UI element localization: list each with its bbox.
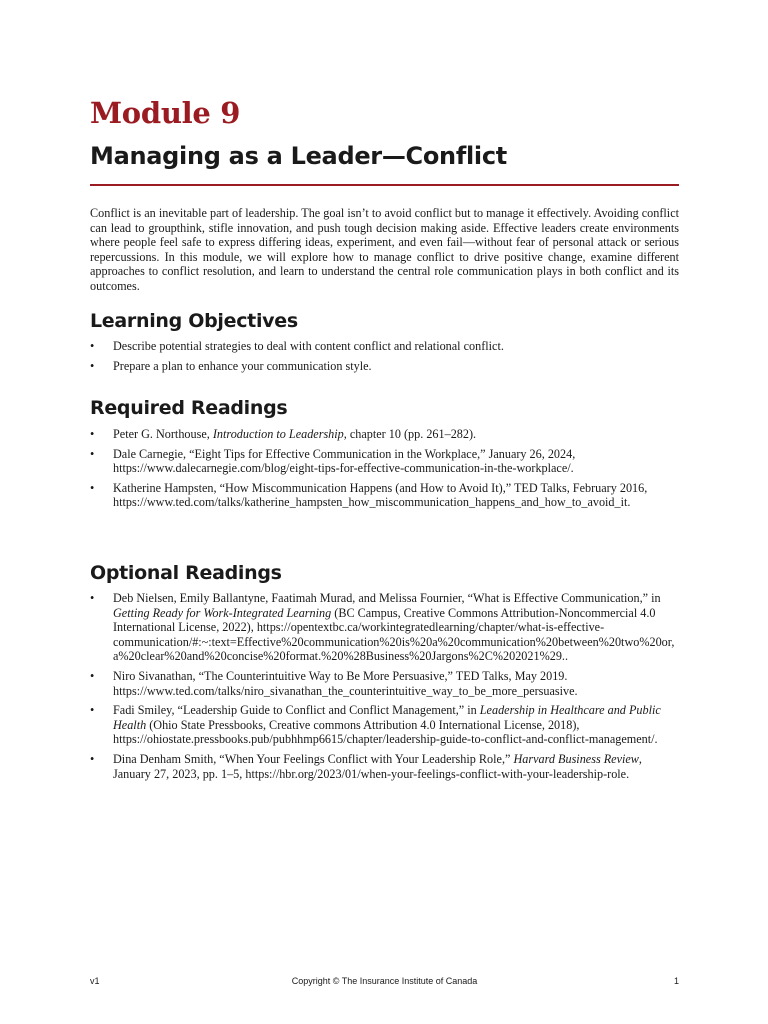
list-item: • Niro Sivanathan, “The Counterintuitive Way to Be More Persuasive,” TED Talks, May 2019. https://www.ted.com/talks/niro_sivanathan_the_counterintuitive_way_to_be_more_persuasive.	[90, 669, 679, 698]
list-item: • Peter G. Northouse, Introduction to Leadership, chapter 10 (pp. 261–282).	[90, 427, 679, 442]
list-item: • Dale Carnegie, “Eight Tips for Effective Communication in the Workplace,” January 26, 2024, https://www.dalecarnegie.com/blog/eight-tips-for-effective-communication-in-the-workplace/.	[90, 447, 679, 476]
required-readings-list	[90, 427, 679, 515]
intro-paragraph: Conflict is an inevitable part of leadership. The goal isn’t to avoid conflict but to manage it effectively. Avoiding conflict can lead to groupthink, stifle innovation, and push tough decision making aside. Effective leaders create environments where people feel safe to express differing ideas, experiment, and even fail—without fear of personal attack or serious repercussions. In this module, we will explore how to manage conflict to drive positive change, examine different approaches to conflict resolution, and learn to understand the central role communication plays in both conflict and its outcomes.	[90, 206, 679, 293]
optional-readings-list	[90, 591, 679, 786]
list-item: • Dina Denham Smith, “When Your Feelings Conflict with Your Leadership Role,” Harvard Business Review, January 27, 2023, pp. 1–5, https://hbr.org/2023/01/when-your-feelings-conflict-with-your-leadership-role.	[90, 752, 679, 781]
title-divider	[90, 184, 679, 186]
list-item: • Katherine Hampsten, “How Miscommunication Happens (and How to Avoid It),” TED Talks, February 2016, https://www.ted.com/talks/katherine_hampsten_how_miscommunication_happens_and_how_to_avoid_it.	[90, 481, 679, 510]
version-label: v1	[90, 976, 100, 986]
page-number: 1	[673, 976, 679, 986]
list-item: • Describe potential strategies to deal with content conflict and relational conflict.	[90, 339, 679, 354]
module-number: Module 9	[90, 96, 241, 130]
learning-objectives-list	[90, 339, 679, 378]
copyright-notice: Copyright © The Insurance Institute of Canada	[291, 976, 478, 986]
list-item: • Deb Nielsen, Emily Ballantyne, Faatimah Murad, and Melissa Fournier, “What is Effective Communication,” in Getting Ready for Work-Integrated Learning (BC Campus, Creative Commons Attribution-Noncommercial 4.0 International License, 2022), https://opentextbc.ca/workintegratedlearning/chapter/what-is-effective-communication/#:~:text=Effective%20communication%20is%20a%20communication%20between%20two%20or,a%20clear%20and%20concise%20format.%20%28Business%20Jargons%2C%202021%29..	[90, 591, 679, 664]
page-title: Managing as a Leader—Conflict	[90, 142, 507, 170]
learning-objectives-heading: Learning Objectives	[90, 310, 298, 332]
required-readings-heading: Required Readings	[90, 397, 288, 419]
list-item: • Fadi Smiley, “Leadership Guide to Conflict and Conflict Management,” in Leadership in Healthcare and Public Health (Ohio State Pressbooks, Creative commons Attribution 4.0 International License, 2018), https://ohiostate.pressbooks.pub/pubhhmp6615/chapter/leadership-guide-to-conflict-and-conflict-management/.	[90, 703, 679, 747]
list-item: • Prepare a plan to enhance your communication style.	[90, 359, 679, 374]
optional-readings-heading: Optional Readings	[90, 562, 282, 584]
